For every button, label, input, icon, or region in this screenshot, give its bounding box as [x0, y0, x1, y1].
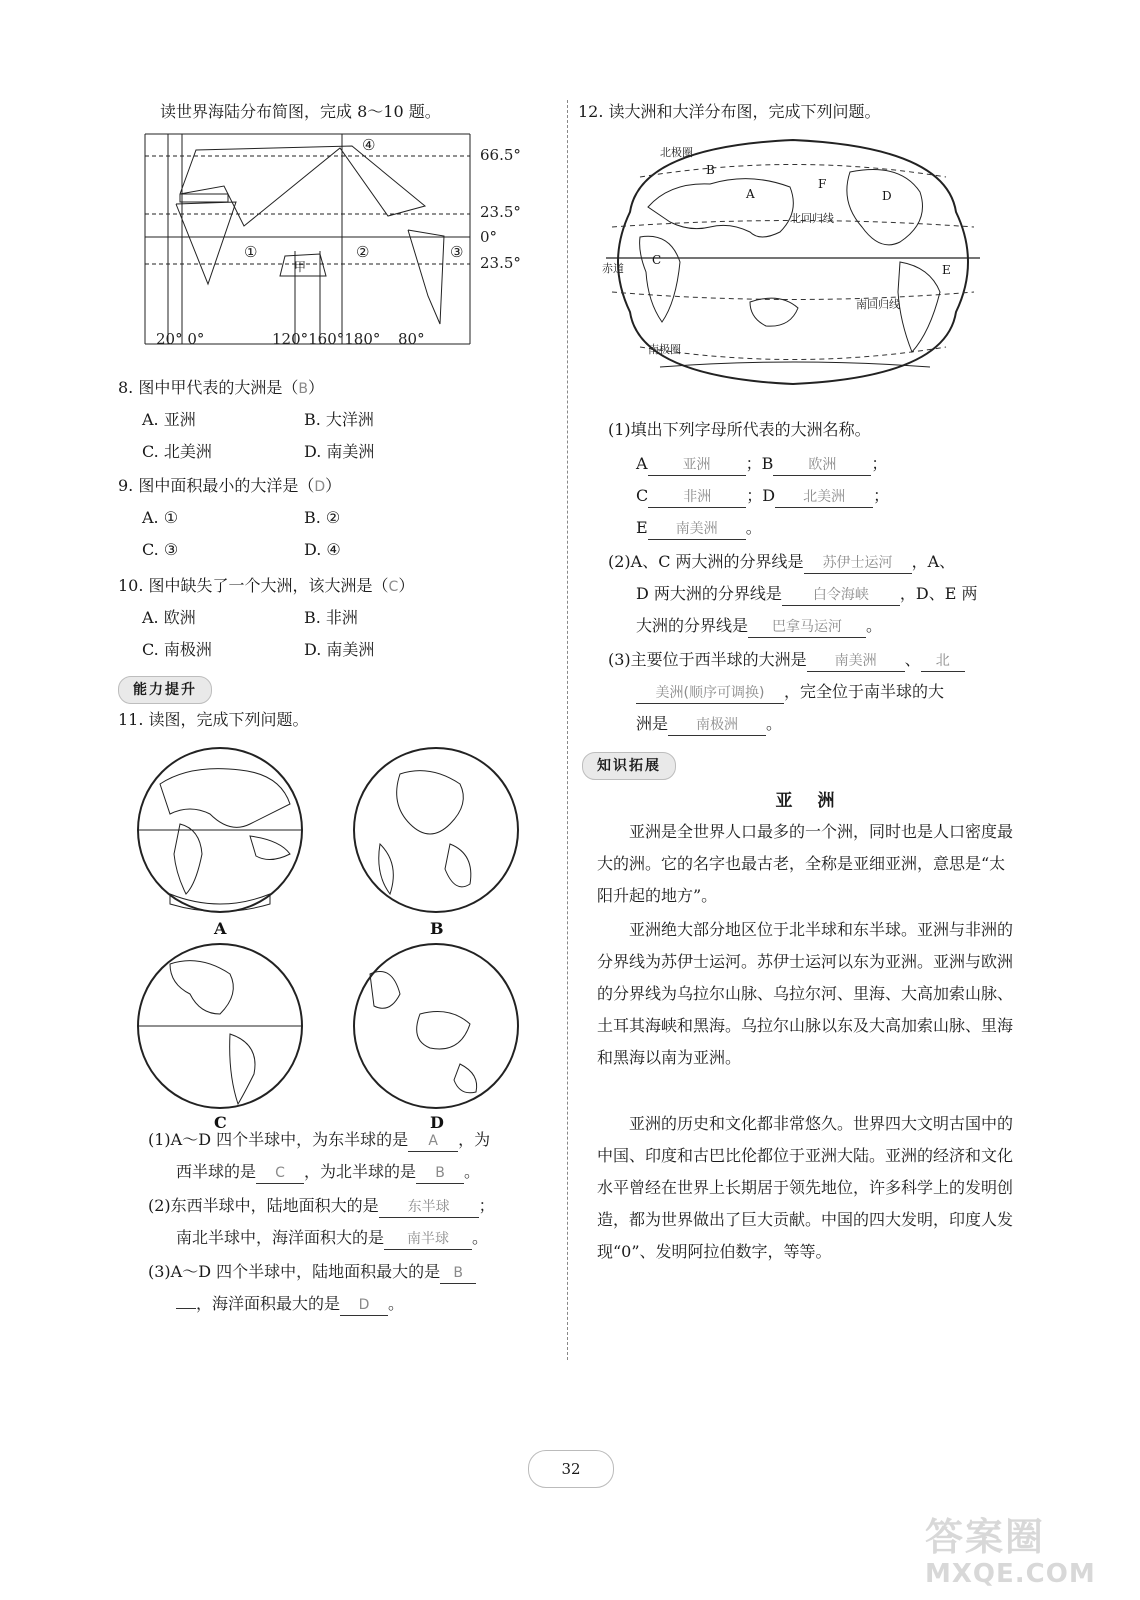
lon-label-120-180: 120°160°180°	[272, 330, 381, 348]
q10-option-c: C. 南极洲	[142, 640, 212, 659]
ocean-label-1: ①	[244, 243, 258, 261]
q9-option-d: D. ④	[304, 540, 341, 559]
section-badge-knowledge: 知识拓展	[582, 752, 676, 780]
q11-p1-answer2: C	[256, 1163, 304, 1184]
map2-letter-e: E	[942, 263, 951, 277]
q12-p1-title: (1)填出下列字母所代表的大洲名称。	[608, 420, 871, 439]
q11-p1-line1	[148, 1130, 490, 1152]
q12-p2-answer1: 苏伊士运河	[804, 553, 912, 574]
q12-p3-answer3: 南极洲	[668, 715, 766, 736]
q12-p3-text4: 洲是	[636, 714, 669, 733]
lat-label-0: 0°	[480, 228, 498, 246]
q11-p1-line2	[176, 1162, 480, 1184]
globe-label-a: A	[214, 919, 227, 938]
page-number: 32	[528, 1450, 614, 1488]
q12-p1-line-e	[636, 518, 762, 540]
lat-label-66: 66.5°	[480, 146, 521, 164]
q10-option-b: B. 非洲	[304, 608, 358, 627]
q10-option-a: A. 欧洲	[142, 608, 196, 627]
q11-p3-text1: (3)A～D 四个半球中，陆地面积最大的是	[148, 1262, 441, 1281]
map2-letter-f: F	[818, 177, 827, 191]
q10-close: ）	[398, 576, 415, 595]
q9-option-a: A. ①	[142, 508, 179, 527]
q11-p3-text3: 。	[388, 1294, 405, 1313]
q12-label-e: E	[636, 518, 648, 537]
q12-p2-text6: 。	[866, 616, 883, 635]
section-badge-ability: 能力提升	[118, 676, 212, 704]
q11-p2-text1: (2)东西半球中，陆地面积大的是	[148, 1196, 379, 1215]
ocean-label-4: ④	[362, 136, 376, 154]
q11-p3-line1	[148, 1262, 476, 1284]
watermark-line2: MXQE.COM	[925, 1559, 1096, 1589]
q12-answer-c: 非洲	[648, 487, 746, 508]
q10-option-d: D. 南美洲	[304, 640, 375, 659]
q12-answer-e: 南美洲	[648, 519, 746, 540]
q12-p3-answer2-part1: 北	[921, 651, 965, 672]
q12-answer-d: 北美洲	[775, 487, 873, 508]
q12-p1-line-cd	[636, 486, 889, 508]
q11-stem: 11. 读图，完成下列问题。	[118, 710, 309, 729]
q8-option-d: D. 南美洲	[304, 442, 375, 461]
lat-label-23n: 23.5°	[480, 203, 521, 221]
map2-letter-d: D	[882, 189, 892, 203]
q11-p1-text2: ，为	[458, 1130, 491, 1149]
q12-p2-line1	[608, 552, 955, 574]
q12-answer-b: 欧洲	[773, 455, 871, 476]
continents-oceans-map	[600, 132, 986, 392]
q10-stem	[118, 576, 414, 597]
reading-paragraph-2: 亚洲绝大部分地区位于北半球和东半球。亚洲与非洲的分界线为苏伊士运河。苏伊士运河以东为亚洲。亚洲与欧洲的分界线为乌拉尔山脉、乌拉尔河、里海、大高加索山脉、土耳其海峡和黑海。乌拉尔山脉以东及大高加索山脉、里海和黑海以南为亚洲。	[597, 920, 1014, 1067]
q11-p2-text3: 南北半球中，海洋面积大的是	[176, 1228, 385, 1247]
q11-p3-answer2: D	[340, 1295, 388, 1316]
q11-p1-text5: 。	[464, 1162, 481, 1181]
q11-p1-text4: ，为北半球的是	[304, 1162, 417, 1181]
map2-label-tropic-s: 南回归线	[856, 298, 900, 311]
lat-label-23s: 23.5°	[480, 254, 521, 272]
map2-label-antarctic: 南极圈	[648, 343, 681, 356]
q11-p1-answer3: B	[416, 1163, 464, 1184]
q12-answer-a: 亚洲	[648, 455, 746, 476]
ocean-label-2: ②	[356, 243, 370, 261]
q12-p2-text3: D 两大洲的分界线是	[636, 584, 782, 603]
q12-p3-answer2-part2: 美洲(顺序可调换)	[636, 683, 784, 704]
q9-stem-text: 9. 图中面积最小的大洋是（	[118, 476, 315, 495]
q9-answer: D	[314, 479, 326, 495]
q12-p3-line1	[608, 650, 965, 672]
q11-p2-answer2: 南半球	[384, 1229, 472, 1250]
map1-intro: 读世界海陆分布简图，完成 8～10 题。	[160, 102, 441, 121]
reading-paragraph-3: 亚洲的历史和文化都非常悠久。世界四大文明古国中的中国、印度和古巴比伦都位于亚洲大陆。亚洲的经济和文化水平曾经在世界上长期居于领先地位，许多科学上的发明创造，都为世界做出了巨大贡献。中国的四大发明，印度人发现“0”、发明阿拉伯数字，等等。	[597, 1114, 1014, 1261]
globe-label-c: C	[214, 1113, 227, 1132]
watermark-logo	[925, 1506, 1096, 1589]
q12-p1-line-ab	[636, 454, 887, 476]
q12-p2-answer3: 巴拿马运河	[748, 617, 866, 638]
q11-p3-blank-tail	[176, 1308, 196, 1309]
reading-paragraph-1: 亚洲是全世界人口最多的一个洲，同时也是人口密度最大的洲。它的名字也最古老，全称是亚细亚洲，意思是“太阳升起的地方”。	[597, 822, 1014, 905]
q11-p2-text2: ；	[478, 1196, 495, 1215]
q12-p2-answer2: 白令海峡	[782, 585, 900, 606]
q11-p1-answer1: A	[408, 1131, 458, 1152]
q8-stem-text: 8. 图中甲代表的大洲是（	[118, 378, 299, 397]
q8-close: ）	[307, 378, 324, 397]
q10-stem-text: 10. 图中缺失了一个大洲，该大洲是（	[118, 576, 389, 595]
q8-stem	[118, 378, 324, 399]
q12-p3-line3	[636, 714, 782, 736]
globe-label-d: D	[430, 1113, 444, 1132]
q9-option-c: C. ③	[142, 540, 179, 559]
q12-p2-text2: ，A、	[911, 552, 956, 571]
q12-label-b: ；B	[745, 454, 774, 473]
q12-p3-text3: ，完全位于南半球的大	[784, 682, 945, 701]
q11-p2-text4: 。	[472, 1228, 489, 1247]
q12-p3-line2	[636, 682, 944, 704]
map2-label-arctic: 北极圈	[660, 146, 693, 159]
lon-label-80: 80°	[398, 330, 425, 348]
map2-label-equator: 赤道	[602, 262, 624, 275]
q12-p3-text5: 。	[766, 714, 783, 733]
q12-p1-end: 。	[745, 518, 762, 537]
q9-stem	[118, 476, 341, 497]
q12-semi-1: ；	[871, 454, 888, 473]
q12-p2-text1: (2)A、C 两大洲的分界线是	[608, 552, 804, 571]
hemisphere-globes	[130, 744, 530, 1134]
q10-answer: C	[388, 579, 399, 595]
q12-label-a: A	[636, 454, 648, 473]
q12-semi-2: ；	[873, 486, 890, 505]
q12-label-c: C	[636, 486, 649, 505]
q11-p2-line1	[148, 1196, 495, 1218]
q8-option-a: A. 亚洲	[142, 410, 196, 429]
q12-p3-text1: (3)主要位于西半球的大洲是	[608, 650, 807, 669]
q9-close: ）	[325, 476, 342, 495]
q8-option-c: C. 北美洲	[142, 442, 212, 461]
globe-label-b: B	[430, 919, 444, 938]
map2-label-tropic-n: 北回归线	[790, 212, 834, 225]
reading-title: 亚 洲	[775, 791, 839, 811]
q12-p3-answer1: 南美洲	[807, 651, 905, 672]
q12-p2-line2	[636, 584, 978, 606]
q12-p2-text4: ，D、E 两	[899, 584, 978, 603]
q11-p3-answer1: B	[440, 1263, 476, 1284]
q12-stem: 12. 读大洲和大洋分布图，完成下列问题。	[578, 102, 881, 121]
q11-p2-line2	[176, 1228, 488, 1250]
world-sea-land-sketch-map	[140, 126, 560, 348]
q11-p1-text3: 西半球的是	[176, 1162, 257, 1181]
q11-p3-line2	[176, 1294, 404, 1316]
q11-p1-text1: (1)A～D 四个半球中，为东半球的是	[148, 1130, 409, 1149]
q12-label-d: ；D	[746, 486, 776, 505]
map2-letter-b: B	[706, 163, 715, 177]
q9-option-b: B. ②	[304, 508, 341, 527]
map2-letter-c: C	[652, 253, 662, 267]
q12-p2-text5: 大洲的分界线是	[636, 616, 749, 635]
q8-answer: B	[298, 381, 308, 397]
q8-option-b: B. 大洋洲	[304, 410, 374, 429]
map2-letter-a: A	[746, 187, 755, 201]
globe-d	[354, 944, 518, 1108]
q11-p3-text2: ，海洋面积最大的是	[196, 1294, 341, 1313]
watermark-line1: 答案圈	[925, 1515, 1046, 1559]
q12-p3-text2: 、	[904, 650, 921, 669]
ocean-label-3: ③	[450, 243, 464, 261]
q11-p2-answer1: 东半球	[379, 1197, 479, 1218]
continent-label-jia: 甲	[294, 260, 307, 274]
column-divider	[567, 100, 568, 1360]
lon-label-20-0: 20° 0°	[156, 330, 205, 348]
q12-p2-line3	[636, 616, 882, 638]
